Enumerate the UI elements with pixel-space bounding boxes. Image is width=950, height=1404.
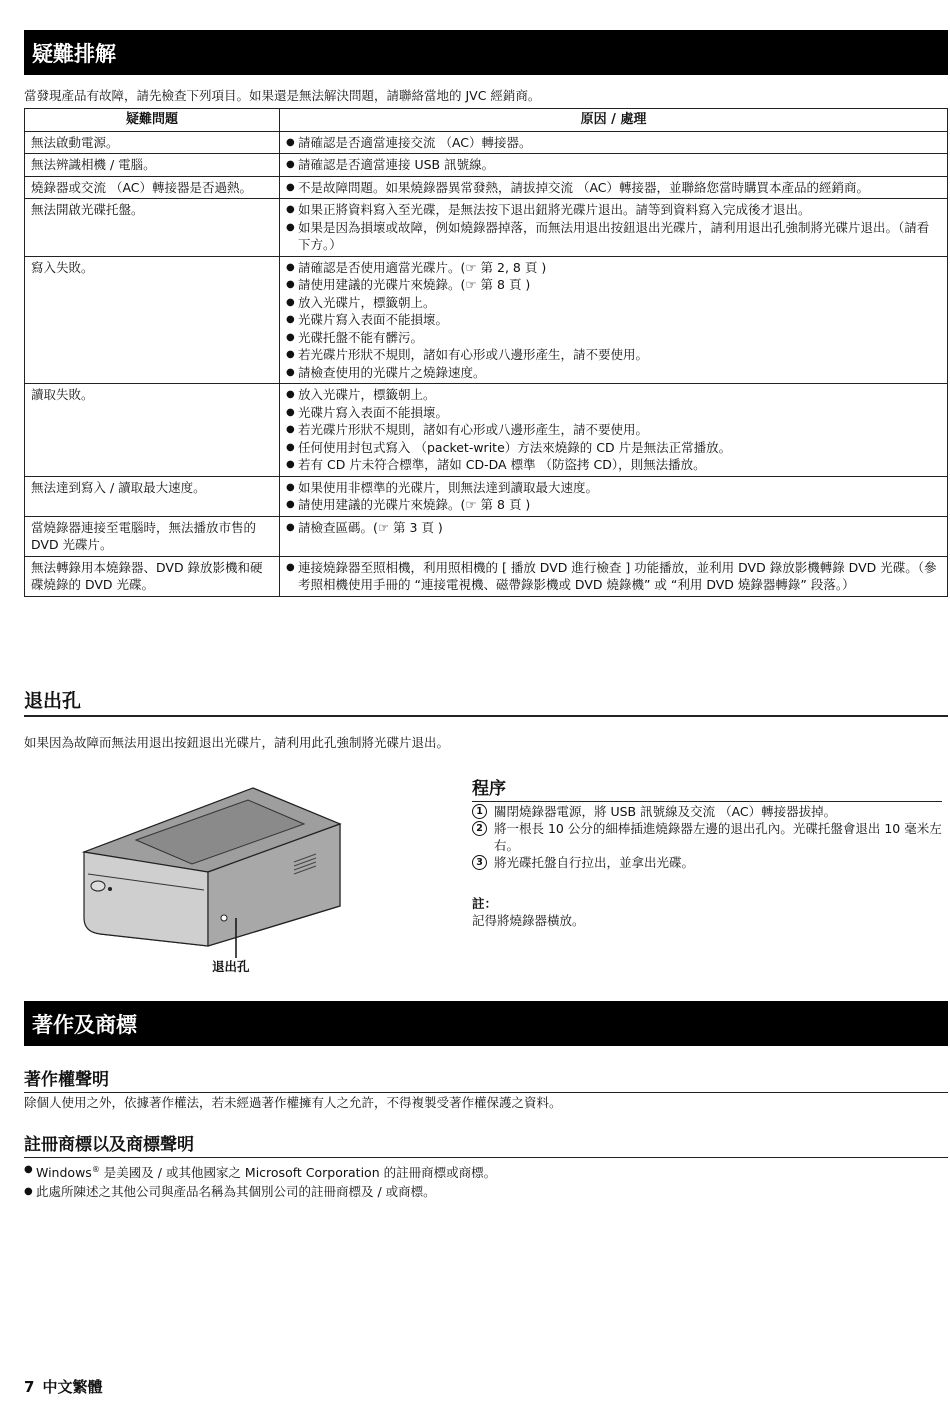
cause-item: ● 請使用建議的光碟片來燒錄。(☞ 第 8 頁 )	[286, 276, 941, 294]
cause-item: ● 如果是因為損壞或故障，例如燒錄器掉落，而無法用退出按鈕退出光碟片，請利用退出孔強制將光碟片退出。（請看下方。）	[286, 219, 941, 254]
table-row	[25, 556, 948, 596]
cause-cell	[280, 384, 948, 477]
step-number: 1	[472, 804, 487, 819]
col-cause-header: 原因 / 處理	[280, 109, 948, 132]
eject-description: 如果因為故障而無法用退出按鈕退出光碟片，請利用此孔強制將光碟片退出。	[24, 735, 450, 750]
cause-list	[286, 559, 941, 594]
troubleshooting-title: 疑難排解	[32, 41, 116, 66]
cause-list	[286, 519, 941, 537]
eject-hole-label: 退出孔	[212, 959, 250, 974]
cause-item: ● 請檢查區碼。(☞ 第 3 頁 )	[286, 519, 941, 537]
cause-item: ● 連接燒錄器至照相機，利用照相機的 [ 播放 DVD 進行檢查 ] 功能播放，並利用 DVD 錄放影機轉錄 DVD 光碟。（參考照相機使用手冊的 “連接電視機、磁帶錄影機或 DVD 燒錄機” 或 “利用 DVD 燒錄器轉錄” 段落。）	[286, 559, 941, 594]
cause-list	[286, 259, 941, 382]
problem-cell: 寫入失敗。	[25, 256, 280, 384]
cause-cell	[280, 476, 948, 516]
table-row	[25, 154, 948, 177]
procedure-title: 程序	[472, 774, 942, 802]
language-label: 中文繁體	[42, 1378, 103, 1396]
trademark-item-windows: ● Windows® 是美國及 / 或其他國家之 Microsoft Corporation 的註冊商標或商標。	[24, 1160, 496, 1182]
cause-cell	[280, 176, 948, 199]
note-text: 記得將燒錄器橫放。	[472, 913, 585, 928]
cause-item: ● 若光碟片形狀不規則，諸如有心形或八邊形產生，請不要使用。	[286, 421, 941, 439]
cause-item: ● 請使用建議的光碟片來燒錄。(☞ 第 8 頁 )	[286, 496, 941, 514]
problem-cell: 讀取失敗。	[25, 384, 280, 477]
eject-section-title: 退出孔	[24, 686, 948, 717]
troubleshooting-banner	[24, 30, 948, 75]
problem-cell: 無法開啟光碟托盤。	[25, 199, 280, 257]
problem-cell: 無法達到寫入 / 讀取最大速度。	[25, 476, 280, 516]
cause-cell	[280, 556, 948, 596]
cause-cell	[280, 256, 948, 384]
table-row	[25, 384, 948, 477]
step-text: 將一根長 10 公分的細棒插進燒錄器左邊的退出孔內。光碟托盤會退出 10 毫米左右。	[494, 821, 942, 853]
copyright-notice-text: 除個人使用之外，依據著作權法，若未經過著作權擁有人之允許，不得複製受著作權保護之資料。	[24, 1095, 562, 1110]
cause-item: ● 請確認是否適當連接 USB 訊號線。	[286, 156, 941, 174]
cause-item: ● 光碟片寫入表面不能損壞。	[286, 311, 941, 329]
cause-item: ● 若光碟片形狀不規則，諸如有心形或八邊形產生，請不要使用。	[286, 346, 941, 364]
table-row	[25, 199, 948, 257]
table-row	[25, 516, 948, 556]
led-indicator	[108, 887, 112, 891]
col-problem-header: 疑難問題	[25, 109, 280, 132]
copyright-banner	[24, 1001, 948, 1046]
problem-cell: 無法啟動電源。	[25, 131, 280, 154]
step-number: 3	[472, 855, 487, 870]
eject-button	[91, 881, 105, 891]
cause-item: ● 請檢查使用的光碟片之燒錄速度。	[286, 364, 941, 382]
note-label: 註：	[472, 896, 498, 911]
burner-illustration	[78, 786, 348, 976]
eject-hole	[221, 915, 227, 921]
table-row	[25, 256, 948, 384]
cause-cell	[280, 516, 948, 556]
table-row	[25, 176, 948, 199]
cause-list	[286, 156, 941, 174]
problem-cell: 無法辨識相機 / 電腦。	[25, 154, 280, 177]
cause-item: ● 若有 CD 片未符合標準，諸如 CD-DA 標準 （防盜拷 CD），則無法播放。	[286, 456, 941, 474]
problem-cell: 燒錄器或交流 （AC）轉接器是否過熱。	[25, 176, 280, 199]
page-number: 7	[24, 1378, 35, 1396]
step-text: 將光碟托盤自行拉出，並拿出光碟。	[494, 855, 695, 870]
table-header-row	[25, 109, 948, 132]
trademark-list	[24, 1160, 496, 1201]
cause-list	[286, 386, 941, 474]
cause-cell	[280, 131, 948, 154]
copyright-notice-title: 著作權聲明	[24, 1065, 948, 1093]
step-number: 2	[472, 821, 487, 836]
cause-list	[286, 134, 941, 152]
cause-list	[286, 201, 941, 254]
step-text: 關閉燒錄器電源，將 USB 訊號線及交流 （AC）轉接器拔掉。	[494, 804, 837, 819]
table-row	[25, 131, 948, 154]
cause-item: ● 放入光碟片，標籤朝上。	[286, 294, 941, 312]
cause-cell	[280, 154, 948, 177]
cause-item: ● 放入光碟片，標籤朝上。	[286, 386, 941, 404]
procedure-step	[472, 803, 944, 820]
procedure-steps	[472, 803, 944, 871]
cause-item: ● 光碟托盤不能有髒污。	[286, 329, 941, 347]
troubleshooting-intro: 當發現產品有故障，請先檢查下列項目。如果還是無法解決問題，請聯絡當地的 JVC 經銷商。	[24, 88, 541, 103]
cause-list	[286, 179, 941, 197]
problem-cell: 當燒錄器連接至電腦時，無法播放市售的 DVD 光碟片。	[25, 516, 280, 556]
copyright-title: 著作及商標	[32, 1012, 137, 1037]
problem-cell: 無法轉錄用本燒錄器、DVD 錄放影機和硬碟燒錄的 DVD 光碟。	[25, 556, 280, 596]
procedure-step	[472, 820, 944, 854]
trademark-title: 註冊商標以及商標聲明	[24, 1130, 948, 1158]
procedure-step	[472, 854, 944, 871]
page-footer	[24, 1376, 110, 1397]
cause-item: ● 請確認是否使用適當光碟片。(☞ 第 2, 8 頁 )	[286, 259, 941, 277]
table-row	[25, 476, 948, 516]
cause-cell	[280, 199, 948, 257]
cause-list	[286, 479, 941, 514]
trademark-item-others: ● 此處所陳述之其他公司與產品名稱為其個別公司的註冊商標及 / 或商標。	[24, 1182, 496, 1201]
cause-item: ● 任何使用封包式寫入 （packet-write）方法來燒錄的 CD 片是無法正常播放。	[286, 439, 941, 457]
cause-item: ● 如果使用非標準的光碟片，則無法達到讀取最大速度。	[286, 479, 941, 497]
troubleshooting-table	[24, 108, 948, 597]
cause-item: ● 光碟片寫入表面不能損壞。	[286, 404, 941, 422]
cause-item: ● 不是故障問題。如果燒錄器異常發熱，請拔掉交流 （AC）轉接器，並聯絡您當時購買本產品的經銷商。	[286, 179, 941, 197]
cause-item: ● 如果正將資料寫入至光碟，是無法按下退出鈕將光碟片退出。請等到資料寫入完成後才退出。	[286, 201, 941, 219]
cause-item: ● 請確認是否適當連接交流 （AC）轉接器。	[286, 134, 941, 152]
